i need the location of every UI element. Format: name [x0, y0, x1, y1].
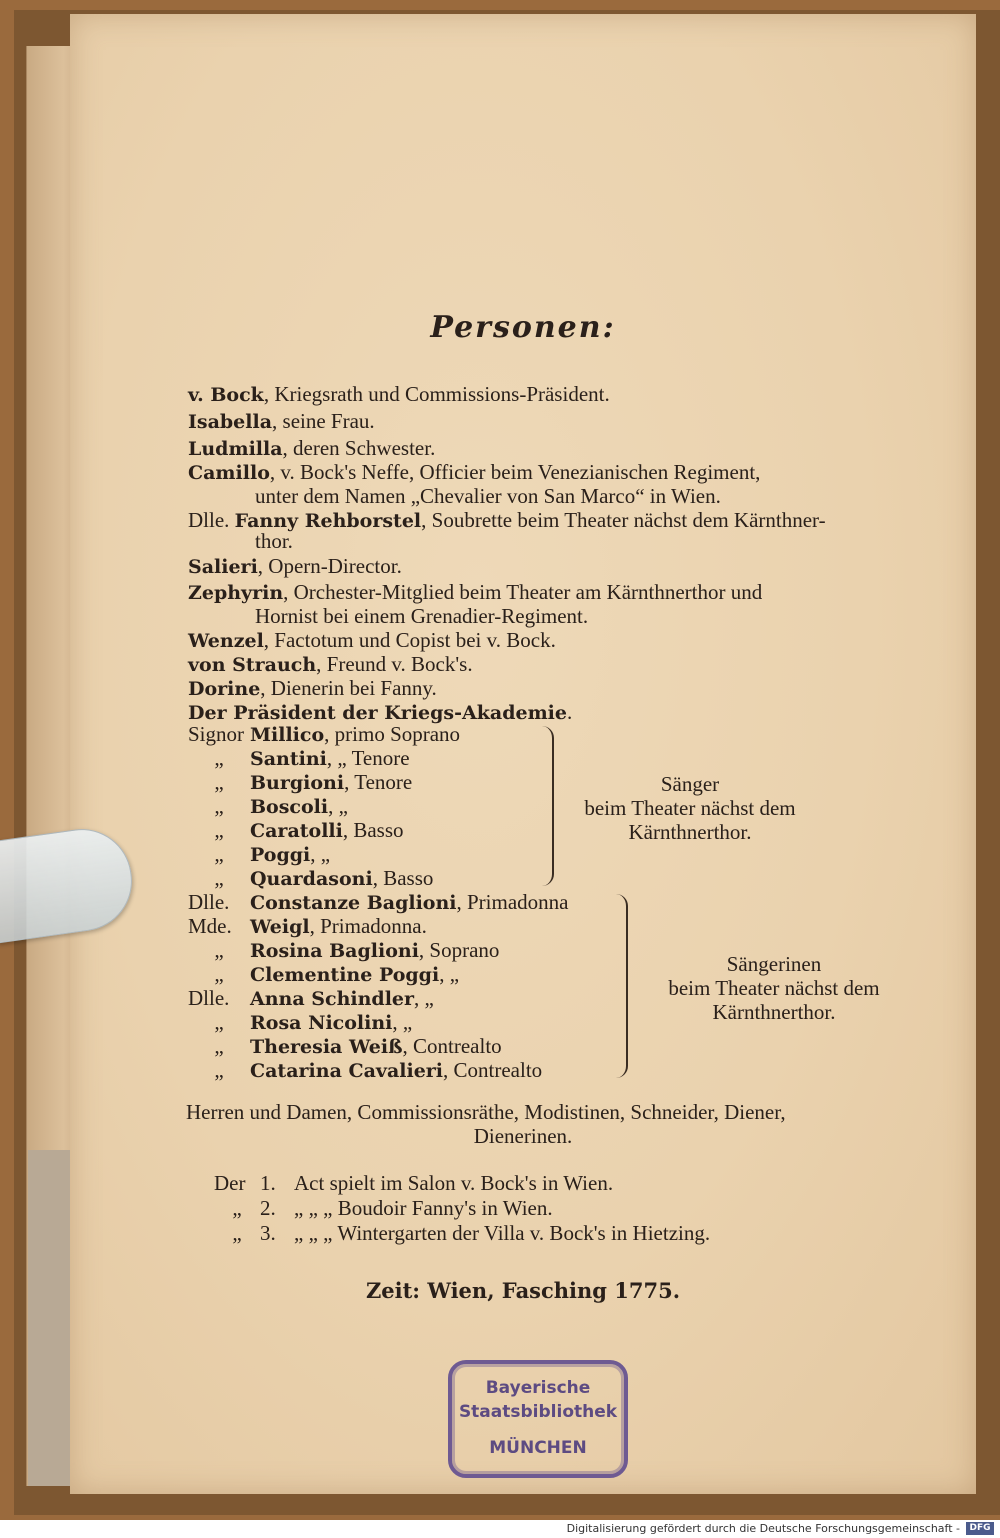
singer-row: „ Catarina Cavalieri, Contrealto: [214, 1058, 543, 1082]
cast-line: Ludmilla, deren Schwester.: [188, 436, 436, 460]
footer-credit: Digitalisierung gefördert durch die Deutsche Forschungsgemeinschaft -: [0, 1520, 1000, 1538]
singer-row: „ Burgioni, Tenore: [214, 770, 413, 794]
singer-row: Dlle. Anna Schindler, „: [188, 986, 434, 1010]
cast-line: Isabella, seine Frau.: [188, 409, 375, 433]
time-line: Zeit: Wien, Fasching 1775.: [365, 1278, 681, 1303]
back-sheet-lower: [28, 1150, 72, 1486]
singer-name: Constanze Baglioni: [250, 892, 457, 914]
singer-name: Quardasoni: [250, 868, 373, 890]
singer-name: Burgioni: [250, 772, 345, 794]
cast-name: Zephyrin: [188, 582, 284, 604]
extras-line: Herren und Damen, Commissionsräthe, Modistinen, Schneider, Diener,: [186, 1100, 786, 1124]
singers-group-label: Sänger beim Theater nächst dem Kärnthnerthor.: [584, 772, 796, 844]
cast-name: Wenzel: [188, 630, 264, 652]
act-line: „ 3. „ „ „ Wintergarten der Villa v. Bock's in Hietzing.: [232, 1221, 711, 1245]
singer-name: Rosa Nicolini: [250, 1012, 393, 1034]
singer-name: Millico: [250, 724, 325, 746]
dfg-logo-icon: DFG: [966, 1522, 994, 1535]
cast-line-cont: Hornist bei einem Grenadier-Regiment.: [255, 604, 589, 628]
cast-name: Der Präsident der Kriegs-Akademie: [188, 702, 567, 724]
act-line: „ 2. „ „ „ Boudoir Fanny's in Wien.: [232, 1196, 553, 1220]
cast-line: Zephyrin, Orchester-Mitglied beim Theater am Kärnthnerthor und: [188, 580, 763, 604]
cast-line-cont: unter dem Namen „Chevalier von San Marco“ in Wien.: [255, 484, 721, 508]
singer-row: Dlle. Constanze Baglioni, Primadonna: [188, 890, 569, 914]
singers-f-brace: [616, 894, 628, 1078]
cast-line: Dorine, Dienerin bei Fanny.: [188, 676, 437, 700]
singer-name: Boscoli: [250, 796, 329, 818]
singer-name: Poggi: [250, 844, 311, 866]
page-title: Personen:: [430, 310, 616, 345]
singer-row: „ Caratolli, Basso: [214, 818, 404, 842]
cast-name: Ludmilla: [188, 438, 283, 460]
singer-row: „ Quardasoni, Basso: [214, 866, 434, 890]
cast-line: Dlle. Fanny Rehborstel, Soubrette beim Theater nächst dem Kärnthner-: [188, 508, 826, 532]
singers-f-group-label: Sängerinen beim Theater nächst dem Kärnthnerthor.: [668, 952, 880, 1024]
library-stamp: Bayerische Staatsbibliothek MÜNCHEN: [448, 1360, 628, 1478]
singer-row: „ Santini, „ Tenore: [214, 746, 410, 770]
cast-name: v. Bock: [188, 384, 264, 406]
singer-row: „ Rosina Baglioni, Soprano: [214, 938, 500, 962]
singer-name: Anna Schindler: [250, 988, 415, 1010]
act-line: Der 1. Act spielt im Salon v. Bock's in Wien.: [214, 1171, 614, 1195]
cast-name: Camillo: [188, 462, 270, 484]
cast-line: von Strauch, Freund v. Bock's.: [188, 652, 473, 676]
singer-name: Rosina Baglioni: [250, 940, 419, 962]
cast-name: Fanny Rehborstel: [234, 510, 422, 532]
singer-row: Mde. Weigl, Primadonna.: [188, 914, 427, 938]
singer-name: Weigl: [250, 916, 310, 938]
singer-row: „ Rosa Nicolini, „: [214, 1010, 413, 1034]
cast-line: Salieri, Opern-Director.: [188, 554, 402, 578]
singer-name: Theresia Weiß: [250, 1036, 403, 1058]
singer-row: „ Clementine Poggi, „: [214, 962, 460, 986]
cast-name: Isabella: [188, 411, 273, 433]
cast-name: Dorine: [188, 678, 261, 700]
document-page: [70, 14, 976, 1494]
cast-line: Wenzel, Factotum und Copist bei v. Bock.: [188, 628, 556, 652]
cast-line: Camillo, v. Bock's Neffe, Officier beim Venezianischen Regiment,: [188, 460, 761, 484]
cast-line: v. Bock, Kriegsrath und Commissions-Präsident.: [188, 382, 610, 406]
singers-brace: [542, 726, 554, 886]
singer-name: Clementine Poggi: [250, 964, 440, 986]
singer-row: „ Boscoli, „: [214, 794, 348, 818]
cast-line: Der Präsident der Kriegs-Akademie.: [188, 700, 573, 724]
singer-row: „ Poggi, „: [214, 842, 331, 866]
cast-line-cont: thor.: [255, 529, 293, 553]
extras-line: Dienerinen.: [473, 1124, 573, 1148]
cast-name: Salieri: [188, 556, 258, 578]
singer-name: Caratolli: [250, 820, 343, 842]
singer-row: Signor Millico, primo Soprano: [188, 722, 461, 746]
singer-name: Catarina Cavalieri: [250, 1060, 444, 1082]
cast-name: von Strauch: [188, 654, 317, 676]
singer-name: Santini: [250, 748, 327, 770]
singer-row: „ Theresia Weiß, Contrealto: [214, 1034, 502, 1058]
